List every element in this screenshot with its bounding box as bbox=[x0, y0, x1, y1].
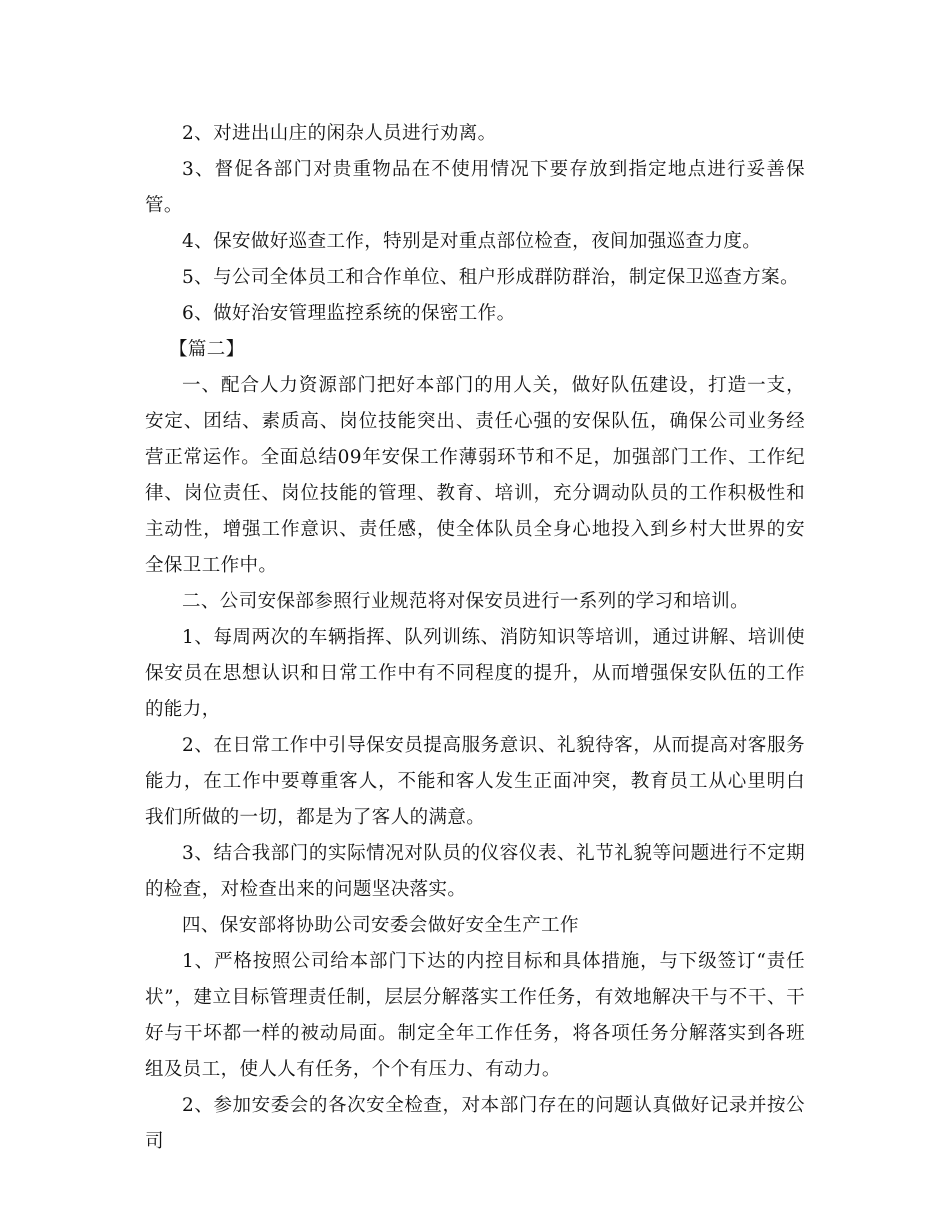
document-body bbox=[145, 116, 805, 1160]
paragraph-section-4: 四、保安部将协助公司安委会做好安全生产工作 bbox=[182, 915, 579, 936]
paragraph-section-2: 二、公司安保部参照行业规范将对保安员进行一系列的学习和培训。 bbox=[182, 591, 750, 612]
paragraph-item-3: 3、督促各部门对贵重物品在不使用情况下要存放到指定地点进行妥善保管。 bbox=[145, 159, 805, 216]
paragraph-safety-1: 1、严格按照公司给本部门下达的内控目标和具体措施，与下级签订“责任状”，建立目标管理责任制，层层分解落实工作任务，有效地解决干与不干、干好与干坏都一样的被动局面。制定全年工作任务，将各项任务分解落实到各班组及员工，使人人有任务，个个有压力、有动力。 bbox=[145, 951, 805, 1080]
paragraph-training-2: 2、在日常工作中引导保安员提高服务意识、礼貌待客，从而提高对客服务能力，在工作中要尊重客人，不能和客人发生正面冲突，教育员工从心里明白我们所做的一切，都是为了客人的满意。 bbox=[145, 735, 805, 828]
section-heading: 【篇二】 bbox=[169, 339, 245, 360]
paragraph-safety-2: 2、参加安委会的各次安全检查，对本部门存在的问题认真做好记录并按公司 bbox=[145, 1095, 805, 1152]
paragraph-item-5: 5、与公司全体员工和合作单位、租户形成群防群治，制定保卫巡查方案。 bbox=[182, 267, 799, 288]
paragraph-training-1: 1、每周两次的车辆指挥、队列训练、消防知识等培训，通过讲解、培训使保安员在思想认识和日常工作中有不同程度的提升，从而增强保安队伍的工作的能力， bbox=[145, 627, 805, 720]
paragraph-item-6: 6、做好治安管理监控系统的保密工作。 bbox=[182, 303, 516, 324]
paragraph-item-4: 4、保安做好巡查工作，特别是对重点部位检查，夜间加强巡查力度。 bbox=[182, 231, 762, 252]
paragraph-training-3: 3、结合我部门的实际情况对队员的仪容仪表、礼节礼貌等问题进行不定期的检查，对检查出来的问题坚决落实。 bbox=[145, 843, 805, 900]
paragraph-item-2: 2、对进出山庄的闲杂人员进行劝离。 bbox=[182, 123, 497, 144]
paragraph-section-1: 一、配合人力资源部门把好本部门的用人关，做好队伍建设，打造一支，安定、团结、素质高、岗位技能突出、责任心强的安保队伍，确保公司业务经营正常运作。全面总结09年安保工作薄弱环节和不足，加强部门工作、工作纪律、岗位责任、岗位技能的管理、教育、培训，充分调动队员的工作积极性和主动性，增强工作意识、责任感，使全体队员全身心地投入到乡村大世界的安全保卫工作中。 bbox=[145, 375, 805, 576]
